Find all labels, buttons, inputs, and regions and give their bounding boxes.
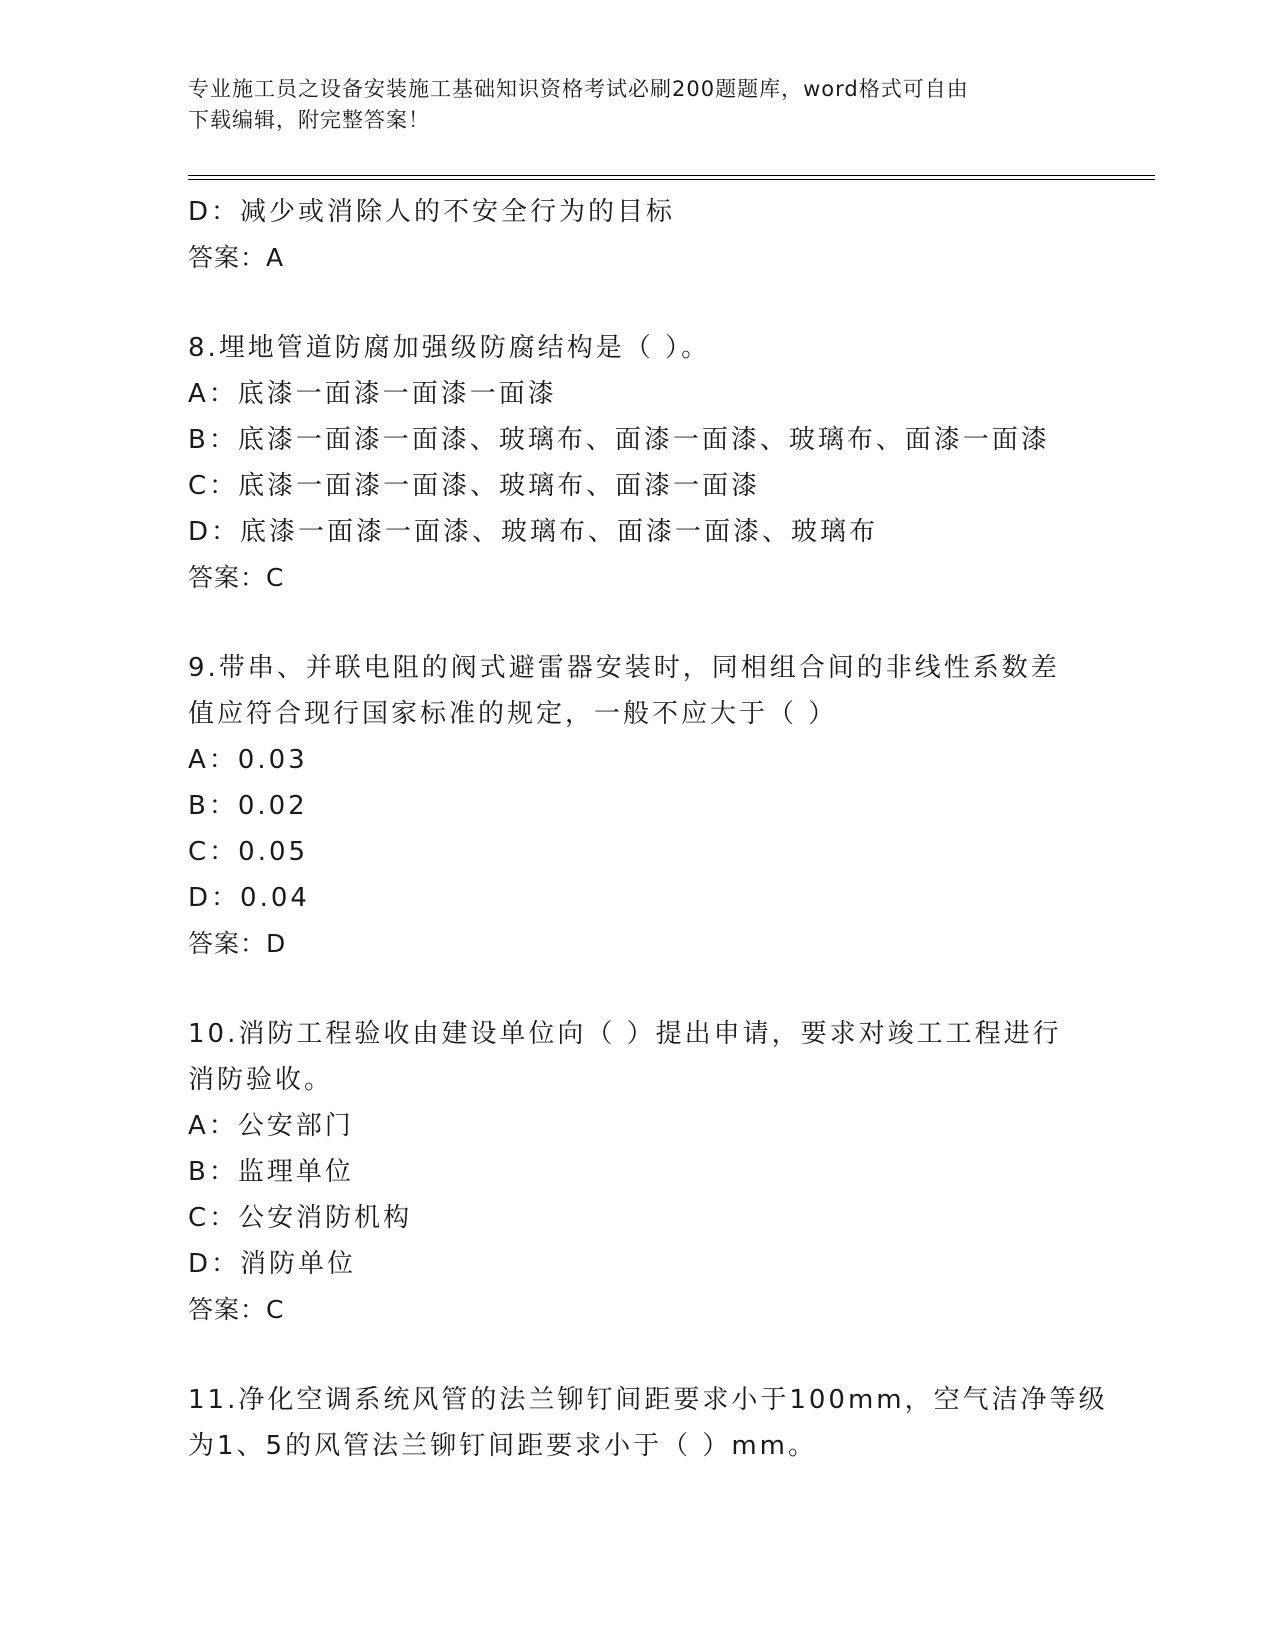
block-spacer	[188, 601, 1088, 645]
question-line: A：0.03	[188, 745, 308, 775]
answer-line: 答案：C	[188, 563, 285, 592]
question-line: A：底漆一面漆一面漆一面漆	[188, 379, 557, 409]
question-line: 8.埋地管道防腐加强级防腐结构是（ ）。	[188, 333, 711, 363]
question-line: D：消防单位	[188, 1249, 357, 1279]
question-line: B：0.02	[188, 791, 308, 821]
question-line: A：公安部门	[188, 1111, 354, 1141]
header-title-line-1: 专业施工员之设备安装施工基础知识资格考试必刷200题题库，word格式可自由	[188, 77, 969, 101]
header-title-line-2: 下载编辑，附完整答案！	[188, 108, 430, 132]
question-line: D：减少或消除人的不安全行为的目标	[188, 197, 676, 227]
question-line: 为1、5的风管法兰铆钉间距要求小于（ ）mm。	[188, 1431, 818, 1461]
question-line: C：0.05	[188, 837, 309, 867]
question-line: D：0.04	[188, 883, 310, 913]
question-line: C：公安消防机构	[188, 1203, 413, 1233]
question-block	[188, 1011, 1088, 1333]
block-spacer	[188, 967, 1088, 1011]
question-line: C：底漆一面漆一面漆、玻璃布、面漆一面漆	[188, 471, 761, 501]
answer-line: 答案：C	[188, 1295, 285, 1324]
question-line: B：底漆一面漆一面漆、玻璃布、面漆一面漆、玻璃布、面漆一面漆	[188, 425, 1050, 455]
answer-line: 答案：D	[188, 929, 287, 958]
question-line: 值应符合现行国家标准的规定，一般不应大于（ ）	[188, 699, 838, 729]
answer-line: 答案：A	[188, 243, 285, 272]
document-header	[188, 74, 1088, 136]
question-line: 消防验收。	[188, 1065, 334, 1095]
block-spacer	[188, 1333, 1088, 1377]
question-line: B：监理单位	[188, 1157, 354, 1187]
question-block	[188, 1377, 1108, 1469]
question-list	[188, 189, 1108, 1469]
question-line: 9.带串、并联电阻的阀式避雷器安装时，同相组合间的非线性系数差	[188, 653, 1060, 683]
question-block	[188, 325, 1088, 601]
header-divider	[188, 175, 1155, 180]
question-block	[188, 645, 1088, 967]
question-line: 10.消防工程验收由建设单位向（ ）提出申请，要求对竣工工程进行	[188, 1019, 1062, 1049]
block-spacer	[188, 281, 1088, 325]
question-line: D：底漆一面漆一面漆、玻璃布、面漆一面漆、玻璃布	[188, 517, 879, 547]
question-block	[188, 189, 1088, 281]
question-line: 11.净化空调系统风管的法兰铆钉间距要求小于100mm，空气洁净等级	[188, 1385, 1108, 1415]
